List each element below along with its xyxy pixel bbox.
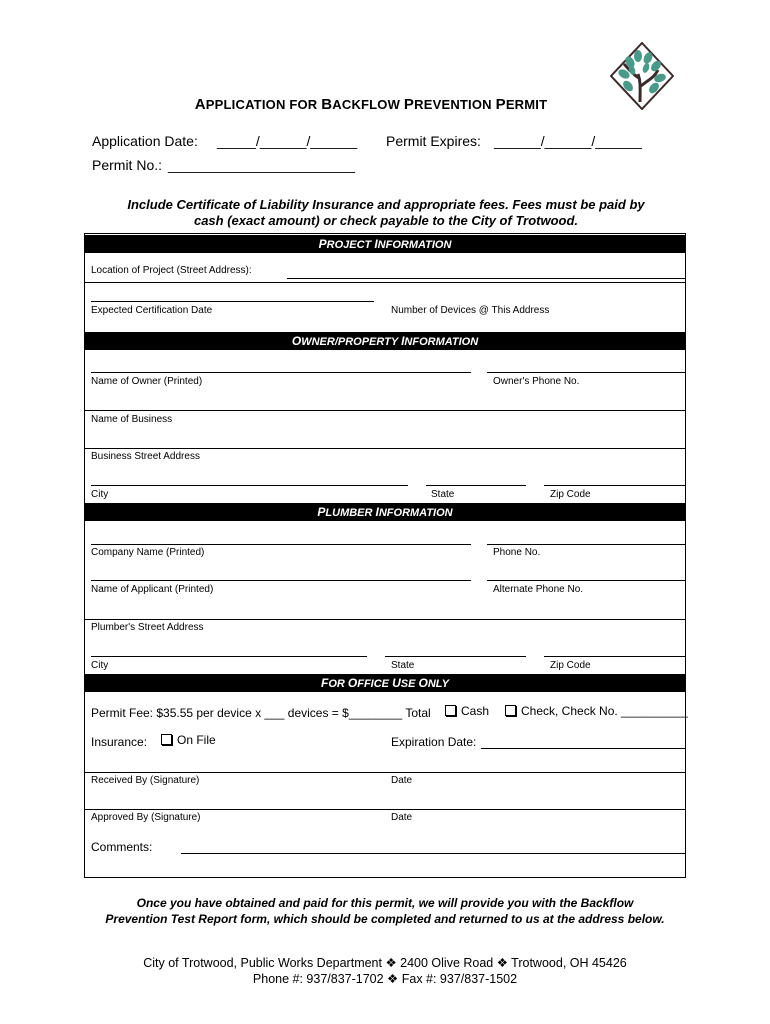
section-title-part: O (347, 676, 358, 690)
on-file-label: On File (177, 733, 216, 747)
section-title-part: OR (328, 678, 348, 690)
section-title-part: WNER (301, 336, 335, 348)
permit-no-field[interactable]: ________________________ (168, 157, 355, 173)
cash-label: Cash (461, 704, 490, 718)
title-part: PPLICATION FOR (205, 97, 322, 112)
section-title-part: ROJECT (326, 239, 375, 251)
owner-zip-label: Zip Code (550, 489, 591, 500)
footnote-line: Prevention Test Report form, which should be completed and returned to us at the address below. (105, 912, 665, 926)
section-title-part: I (375, 505, 379, 519)
application-date-field[interactable]: _____/______/______ (217, 133, 358, 149)
cash-checkbox[interactable] (445, 705, 456, 716)
devices-count-label: Number of Devices @ This Address (391, 305, 550, 316)
section-title-part: I (374, 237, 378, 251)
title-part: ACKFLOW (332, 97, 404, 112)
plumber-city-label: City (91, 660, 109, 671)
section-header-owner (85, 332, 685, 350)
owner-city-label: City (91, 489, 109, 500)
title-part: B (321, 96, 333, 113)
title-part: A (194, 96, 206, 113)
owner-city-field[interactable] (91, 485, 408, 486)
project-location-field[interactable] (287, 278, 685, 279)
owner-name-field[interactable] (91, 372, 471, 373)
plumber-state-label: State (391, 660, 415, 671)
business-name-label: Name of Business (91, 414, 173, 425)
approved-date-label: Date (391, 812, 413, 823)
section-header-project (85, 235, 685, 253)
footnote-line: Once you have obtained and paid for this permit, we will provide you with the Backflow (136, 896, 634, 910)
title-part: REVENTION (414, 97, 496, 112)
insurance-label: Insurance: (91, 735, 148, 749)
owner-phone-label: Owner's Phone No. (493, 376, 580, 387)
divider (85, 448, 685, 449)
approved-by-label: Approved By (Signature) (91, 812, 201, 823)
plumber-phone-field[interactable] (487, 544, 685, 545)
permit-fee-text: Permit Fee: $35.55 per device x ___ devices = $________ Total (91, 706, 431, 720)
section-title-part: /P (334, 336, 346, 348)
expiration-date-field[interactable] (481, 748, 685, 749)
fee-notice-line: Include Certificate of Liability Insurance and appropriate fees. Fees must be paid by (127, 197, 645, 212)
section-title-part: LUMBER (325, 507, 376, 519)
owner-zip-field[interactable] (544, 485, 685, 486)
title-part: P (495, 96, 506, 113)
business-address-label: Business Street Address (91, 451, 200, 462)
section-title-part: NFORMATION (404, 336, 479, 348)
contact-address: City of Trotwood, Public Works Department ❖ 2400 Olive Road ❖ Trotwood, OH 45426 (143, 956, 627, 970)
applicant-name-label: Name of Applicant (Printed) (91, 584, 214, 595)
section-title-part: I (401, 334, 405, 348)
owner-name-label: Name of Owner (Printed) (91, 376, 203, 387)
footnote (70, 895, 700, 927)
divider (85, 772, 685, 773)
title-part: P (403, 96, 415, 113)
fee-notice (96, 197, 676, 229)
section-title-part: U (392, 676, 401, 690)
fee-notice-line: cash (exact amount) or check payable to the City of Trotwood. (193, 213, 579, 228)
check-checkbox[interactable] (505, 705, 516, 716)
section-title-part: O (291, 334, 302, 348)
section-title-part: O (418, 676, 428, 690)
application-date-label: Application Date: (92, 133, 198, 149)
permit-expires-label: Permit Expires: (386, 133, 481, 149)
plumber-phone-label: Phone No. (493, 547, 541, 558)
check-option[interactable] (505, 704, 688, 718)
permit-expires-field[interactable]: ______/______/______ (494, 133, 642, 149)
owner-phone-field[interactable] (487, 372, 685, 373)
comments-field[interactable] (181, 853, 685, 854)
page-title (0, 96, 742, 113)
section-title-part: FFICE (357, 678, 393, 690)
expiration-date-label: Expiration Date: (391, 735, 477, 749)
alternate-phone-field[interactable] (487, 580, 685, 581)
section-title-part: ROPERTY (345, 336, 402, 348)
company-name-label: Company Name (Printed) (91, 547, 205, 558)
section-title-part: P (318, 237, 327, 251)
certification-date-label: Expected Certification Date (91, 305, 213, 316)
cash-option[interactable] (445, 704, 489, 718)
comments-label: Comments: (91, 840, 153, 854)
owner-state-field[interactable] (426, 485, 526, 486)
on-file-checkbox[interactable] (161, 734, 172, 745)
section-header-office (85, 674, 685, 692)
section-title-part: P (317, 505, 326, 519)
certification-date-field[interactable] (91, 301, 374, 302)
on-file-option[interactable] (161, 733, 216, 747)
plumber-city-field[interactable] (91, 656, 367, 657)
title-part: ERMIT (505, 97, 548, 112)
plumber-street-label: Plumber's Street Address (91, 622, 204, 633)
section-header-plumber (85, 503, 685, 521)
plumber-zip-label: Zip Code (550, 660, 591, 671)
alternate-phone-label: Alternate Phone No. (493, 584, 584, 595)
plumber-state-field[interactable] (385, 656, 526, 657)
section-title-part: NLY (427, 678, 450, 690)
divider (85, 410, 685, 411)
received-by-label: Received By (Signature) (91, 775, 200, 786)
section-title-part: SE (400, 678, 419, 690)
permit-no-label: Permit No.: (92, 157, 163, 173)
check-label: Check, Check No. __________ (521, 704, 688, 718)
project-location-label: Location of Project (Street Address): (91, 265, 252, 276)
applicant-name-field[interactable] (91, 580, 471, 581)
received-date-label: Date (391, 775, 413, 786)
contact-phone-fax: Phone #: 937/837-1702 ❖ Fax #: 937/837-1502 (252, 972, 518, 986)
plumber-zip-field[interactable] (544, 656, 685, 657)
section-title-part: NFORMATION (377, 239, 452, 251)
section-title-part: F (320, 676, 329, 690)
owner-state-label: State (431, 489, 455, 500)
permit-form (84, 233, 686, 878)
company-name-field[interactable] (91, 544, 471, 545)
divider (85, 282, 685, 283)
divider (85, 809, 685, 810)
section-title-part: NFORMATION (378, 507, 453, 519)
divider (85, 619, 685, 620)
